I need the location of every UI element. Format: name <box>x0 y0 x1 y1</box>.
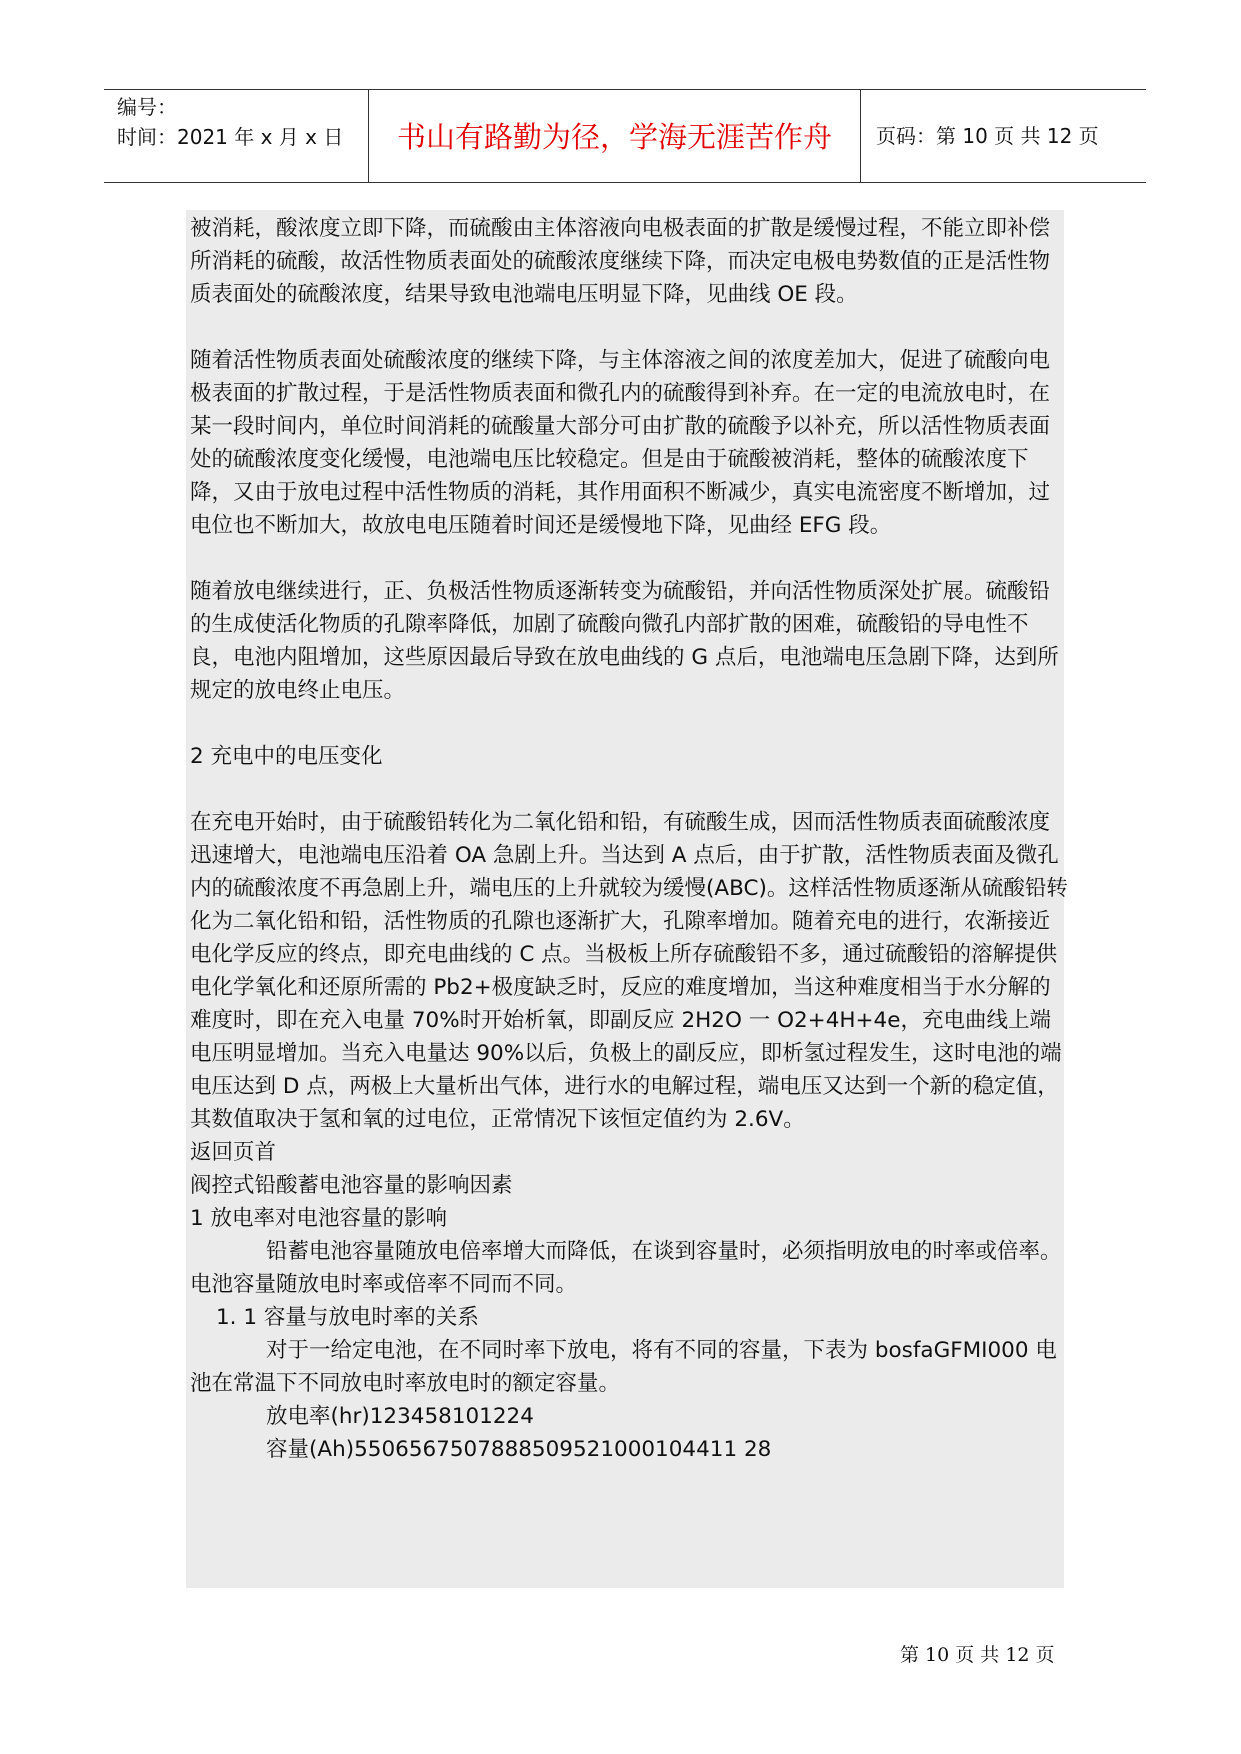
page-header <box>104 89 1146 183</box>
section-title: 阀控式铅酸蓄电池容量的影响因素 <box>190 1173 513 1198</box>
section-heading: 1 放电率对电池容量的影响 <box>190 1206 448 1231</box>
header-left <box>117 92 367 152</box>
paragraph: 在充电开始时，由于硫酸铅转化为二氧化铅和铅，有硫酸生成，因而活性物质表面硫酸浓度迅速增大，电池端电压沿着 OA 急剧上升。当达到 A 点后，由于扩散，活性物质表面及微孔内的硫酸浓度不再急剧上升，端电压的上升就较为缓慢(ABC)。这样活性物质逐渐从硫酸铅转化为二氧化铅和铅，活性物质的孔隙也逐渐扩大，孔隙率增加。随着充电的进行，农渐接近电化学反应的终点，即充电曲线的 C 点。当极板上所存硫酸铅不多，通过硫酸铅的溶解提供电化学氧化和还原所需的 Pb2+极度缺乏时，反应的难度增加，当这种难度相当于水分解的难度时，即在充入电量 70%时开始析氧，即副反应 2H2O 一 O2+4H+4e，充电曲线上端电压明显增加。当充入电量达 90%以后，负极上的副反应，即析氢过程发生，这时电池的端电压达到 D 点，两极上大量析出气体，进行水的电解过程，端电压又达到一个新的稳定值，其数值取决于氢和氧的过电位，正常情况下该恒定值约为 2.6V。 <box>190 810 1068 1132</box>
header-divider <box>860 90 861 182</box>
header-motto: 书山有路勤为径，学海无涯苦作舟 <box>396 120 832 154</box>
paragraph: 随着放电继续进行，正、负极活性物质逐渐转变为硫酸铅，并向活性物质深处扩展。硫酸铅的生成使活化物质的孔隙率降低，加剧了硫酸向微孔内部扩散的困难，硫酸铅的导电性不良，电池内阻增加，这些原因最后导致在放电曲线的 G 点后，电池端电压急剧下降，达到所规定的放电终止电压。 <box>190 579 1059 703</box>
section-heading: 2 充电中的电压变化 <box>190 744 383 769</box>
number-label: 编号： <box>117 95 177 119</box>
body-text <box>190 212 1070 1466</box>
paragraph: 对于一给定电池，在不同时率下放电，将有不同的容量，下表为 bosfaGFMI000 电池在常温下不同放电时率放电时的额定容量。 <box>190 1338 1057 1396</box>
paragraph: 铅蓄电池容量随放电倍率增大而降低，在谈到容量时，必须指明放电的时率或倍率。电池容量随放电时率或倍率不同而不同。 <box>190 1239 1062 1297</box>
time-label: 时间：2021 年 x 月 x 日 <box>117 125 344 149</box>
rate-line: 放电率(hr)123458101224 <box>266 1404 534 1429</box>
paragraph: 随着活性物质表面处硫酸浓度的继续下降，与主体溶液之间的浓度差加大，促进了硫酸向电极表面的扩散过程，于是活性物质表面和微孔内的硫酸得到补弃。在一定的电流放电时，在某一段时间内，单位时间消耗的硫酸量大部分可由扩散的硫酸予以补充，所以活性物质表面处的硫酸浓度变化缓慢，电池端电压比较稳定。但是由于硫酸被消耗，整体的硫酸浓度下降，又由于放电过程中活性物质的消耗，其作用面积不断减少，真实电流密度不断增加，过电位也不断加大，故放电电压随着时间还是缓慢地下降，见曲经 EFG 段。 <box>190 348 1051 538</box>
page-footer: 第 10 页 共 12 页 <box>900 1644 1055 1666</box>
capacity-line: 容量(Ah)5506567507888509521000104411 28 <box>266 1437 772 1462</box>
back-to-top-link[interactable]: 返回页首 <box>190 1140 277 1165</box>
header-page-label: 页码：第 10 页 共 12 页 <box>876 124 1099 148</box>
subsection-heading: 1. 1 容量与放电时率的关系 <box>216 1305 479 1330</box>
paragraph: 被消耗，酸浓度立即下降，而硫酸由主体溶液向电极表面的扩散是缓慢过程，不能立即补偿所消耗的硫酸，故活性物质表面处的硫酸浓度继续下降，而决定电极电势数值的正是活性物质表面处的硫酸浓度，结果导致电池端电压明显下降，见曲线 OE 段。 <box>190 216 1051 307</box>
